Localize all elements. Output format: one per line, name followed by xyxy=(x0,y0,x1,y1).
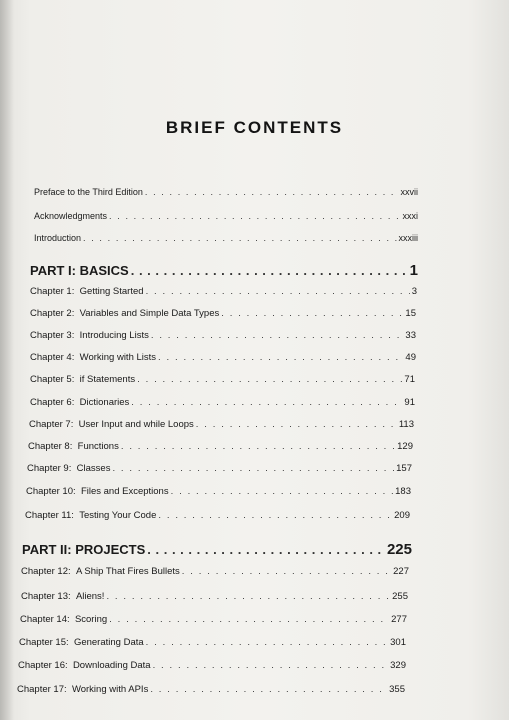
chapter-title: Working with Lists xyxy=(79,352,157,363)
dot-leader xyxy=(158,510,392,521)
toc-chapter-5 xyxy=(30,374,415,385)
toc-part-2 xyxy=(22,541,412,558)
toc-chapter-3 xyxy=(30,330,416,341)
dot-leader xyxy=(131,263,408,278)
chapter-number: Chapter 9: xyxy=(27,463,72,474)
toc-entry-introduction xyxy=(34,233,418,243)
toc-chapter-11 xyxy=(25,510,410,521)
chapter-title: if Statements xyxy=(79,374,136,385)
toc-chapter-12 xyxy=(21,566,409,577)
dot-leader xyxy=(182,566,391,577)
chapter-number: Chapter 6: xyxy=(30,397,75,408)
toc-entry-page: xxxiii xyxy=(398,233,418,243)
toc-chapter-4 xyxy=(30,352,416,363)
toc-chapter-15 xyxy=(19,637,406,648)
chapter-number: Chapter 14: xyxy=(20,614,70,625)
toc-entry-preface xyxy=(34,187,418,197)
chapter-page: 15 xyxy=(405,308,416,319)
dot-leader xyxy=(137,374,402,385)
chapter-page: 255 xyxy=(392,591,408,602)
dot-leader xyxy=(109,211,400,221)
part-page: 1 xyxy=(409,262,418,279)
chapter-page: 49 xyxy=(405,352,416,363)
chapter-page: 3 xyxy=(411,286,417,297)
chapter-number: Chapter 7: xyxy=(29,419,74,430)
toc-chapter-13 xyxy=(21,591,408,602)
chapter-page: 113 xyxy=(398,419,414,430)
dot-leader xyxy=(221,308,403,319)
toc-entry-page: xxvii xyxy=(400,187,418,197)
chapter-title: Getting Started xyxy=(79,286,144,297)
toc-chapter-10 xyxy=(26,486,411,497)
toc-chapter-7 xyxy=(29,419,414,430)
toc-chapter-9 xyxy=(27,463,412,474)
part-label: PART I: BASICS xyxy=(30,263,129,278)
chapter-number: Chapter 11: xyxy=(25,510,74,521)
chapter-title: User Input and while Loops xyxy=(78,419,194,430)
page-title: BRIEF CONTENTS xyxy=(165,118,344,137)
chapter-number: Chapter 5: xyxy=(30,374,75,385)
dot-leader xyxy=(150,684,387,695)
chapter-number: Chapter 13: xyxy=(21,591,71,602)
chapter-page: 301 xyxy=(390,637,406,648)
chapter-number: Chapter 12: xyxy=(21,566,71,577)
dot-leader xyxy=(145,187,399,197)
dot-leader xyxy=(171,486,394,497)
chapter-page: 329 xyxy=(390,660,406,671)
toc-entry-label: Preface to the Third Edition xyxy=(34,187,143,197)
dot-leader xyxy=(146,286,410,297)
chapter-title: Scoring xyxy=(74,614,108,625)
chapter-title: Downloading Data xyxy=(72,660,151,671)
chapter-title: Testing Your Code xyxy=(79,510,157,521)
chapter-page: 209 xyxy=(394,510,410,521)
toc-entry-label: Introduction xyxy=(34,233,82,243)
chapter-page: 33 xyxy=(405,330,416,341)
chapter-page: 227 xyxy=(393,566,409,577)
toc-part-1 xyxy=(30,262,418,279)
dot-leader xyxy=(146,637,388,648)
chapter-page: 277 xyxy=(391,614,407,625)
chapter-number: Chapter 16: xyxy=(18,660,68,671)
toc-chapter-8 xyxy=(28,441,413,452)
chapter-page: 183 xyxy=(395,486,411,497)
toc-chapter-14 xyxy=(20,614,407,625)
dot-leader xyxy=(153,660,389,671)
toc-chapter-1 xyxy=(30,286,417,297)
dot-leader xyxy=(121,441,395,452)
chapter-title: Dictionaries xyxy=(79,397,130,408)
chapter-page: 129 xyxy=(397,441,413,452)
dot-leader xyxy=(83,233,396,243)
part-page: 225 xyxy=(386,541,412,558)
dot-leader xyxy=(131,397,402,408)
chapter-number: Chapter 17: xyxy=(17,684,67,695)
toc-chapter-17 xyxy=(17,684,405,695)
chapter-number: Chapter 8: xyxy=(28,441,73,452)
toc-entry-label: Acknowledgments xyxy=(34,211,108,221)
dot-leader xyxy=(196,419,397,430)
toc-chapter-16 xyxy=(18,660,406,671)
chapter-title: Files and Exceptions xyxy=(80,486,169,497)
dot-leader xyxy=(158,352,403,363)
toc-chapter-2 xyxy=(30,308,416,319)
chapter-title: Aliens! xyxy=(75,591,105,602)
chapter-number: Chapter 3: xyxy=(30,330,75,341)
dot-leader xyxy=(106,591,390,602)
chapter-title: A Ship That Fires Bullets xyxy=(75,566,180,577)
toc-entry-page: xxxi xyxy=(402,211,418,221)
dot-leader xyxy=(151,330,404,341)
chapter-title: Classes xyxy=(76,463,111,474)
toc-entry-acknowledgments xyxy=(34,211,418,221)
chapter-number: Chapter 1: xyxy=(30,286,75,297)
chapter-number: Chapter 10: xyxy=(26,486,76,497)
chapter-title: Functions xyxy=(77,441,119,452)
chapter-number: Chapter 15: xyxy=(19,637,69,648)
chapter-title: Variables and Simple Data Types xyxy=(79,308,220,319)
chapter-page: 71 xyxy=(404,374,415,385)
chapter-number: Chapter 2: xyxy=(30,308,75,319)
chapter-page: 355 xyxy=(389,684,405,695)
page-edge-shadow xyxy=(0,0,14,720)
chapter-number: Chapter 4: xyxy=(30,352,75,363)
dot-leader xyxy=(147,542,385,557)
dot-leader xyxy=(109,614,389,625)
chapter-page: 157 xyxy=(396,463,412,474)
toc-chapter-6 xyxy=(30,397,415,408)
chapter-page: 91 xyxy=(404,397,415,408)
part-label: PART II: PROJECTS xyxy=(22,542,146,557)
chapter-title: Generating Data xyxy=(73,637,144,648)
chapter-title: Working with APIs xyxy=(71,684,149,695)
dot-leader xyxy=(112,463,394,474)
chapter-title: Introducing Lists xyxy=(79,330,149,341)
